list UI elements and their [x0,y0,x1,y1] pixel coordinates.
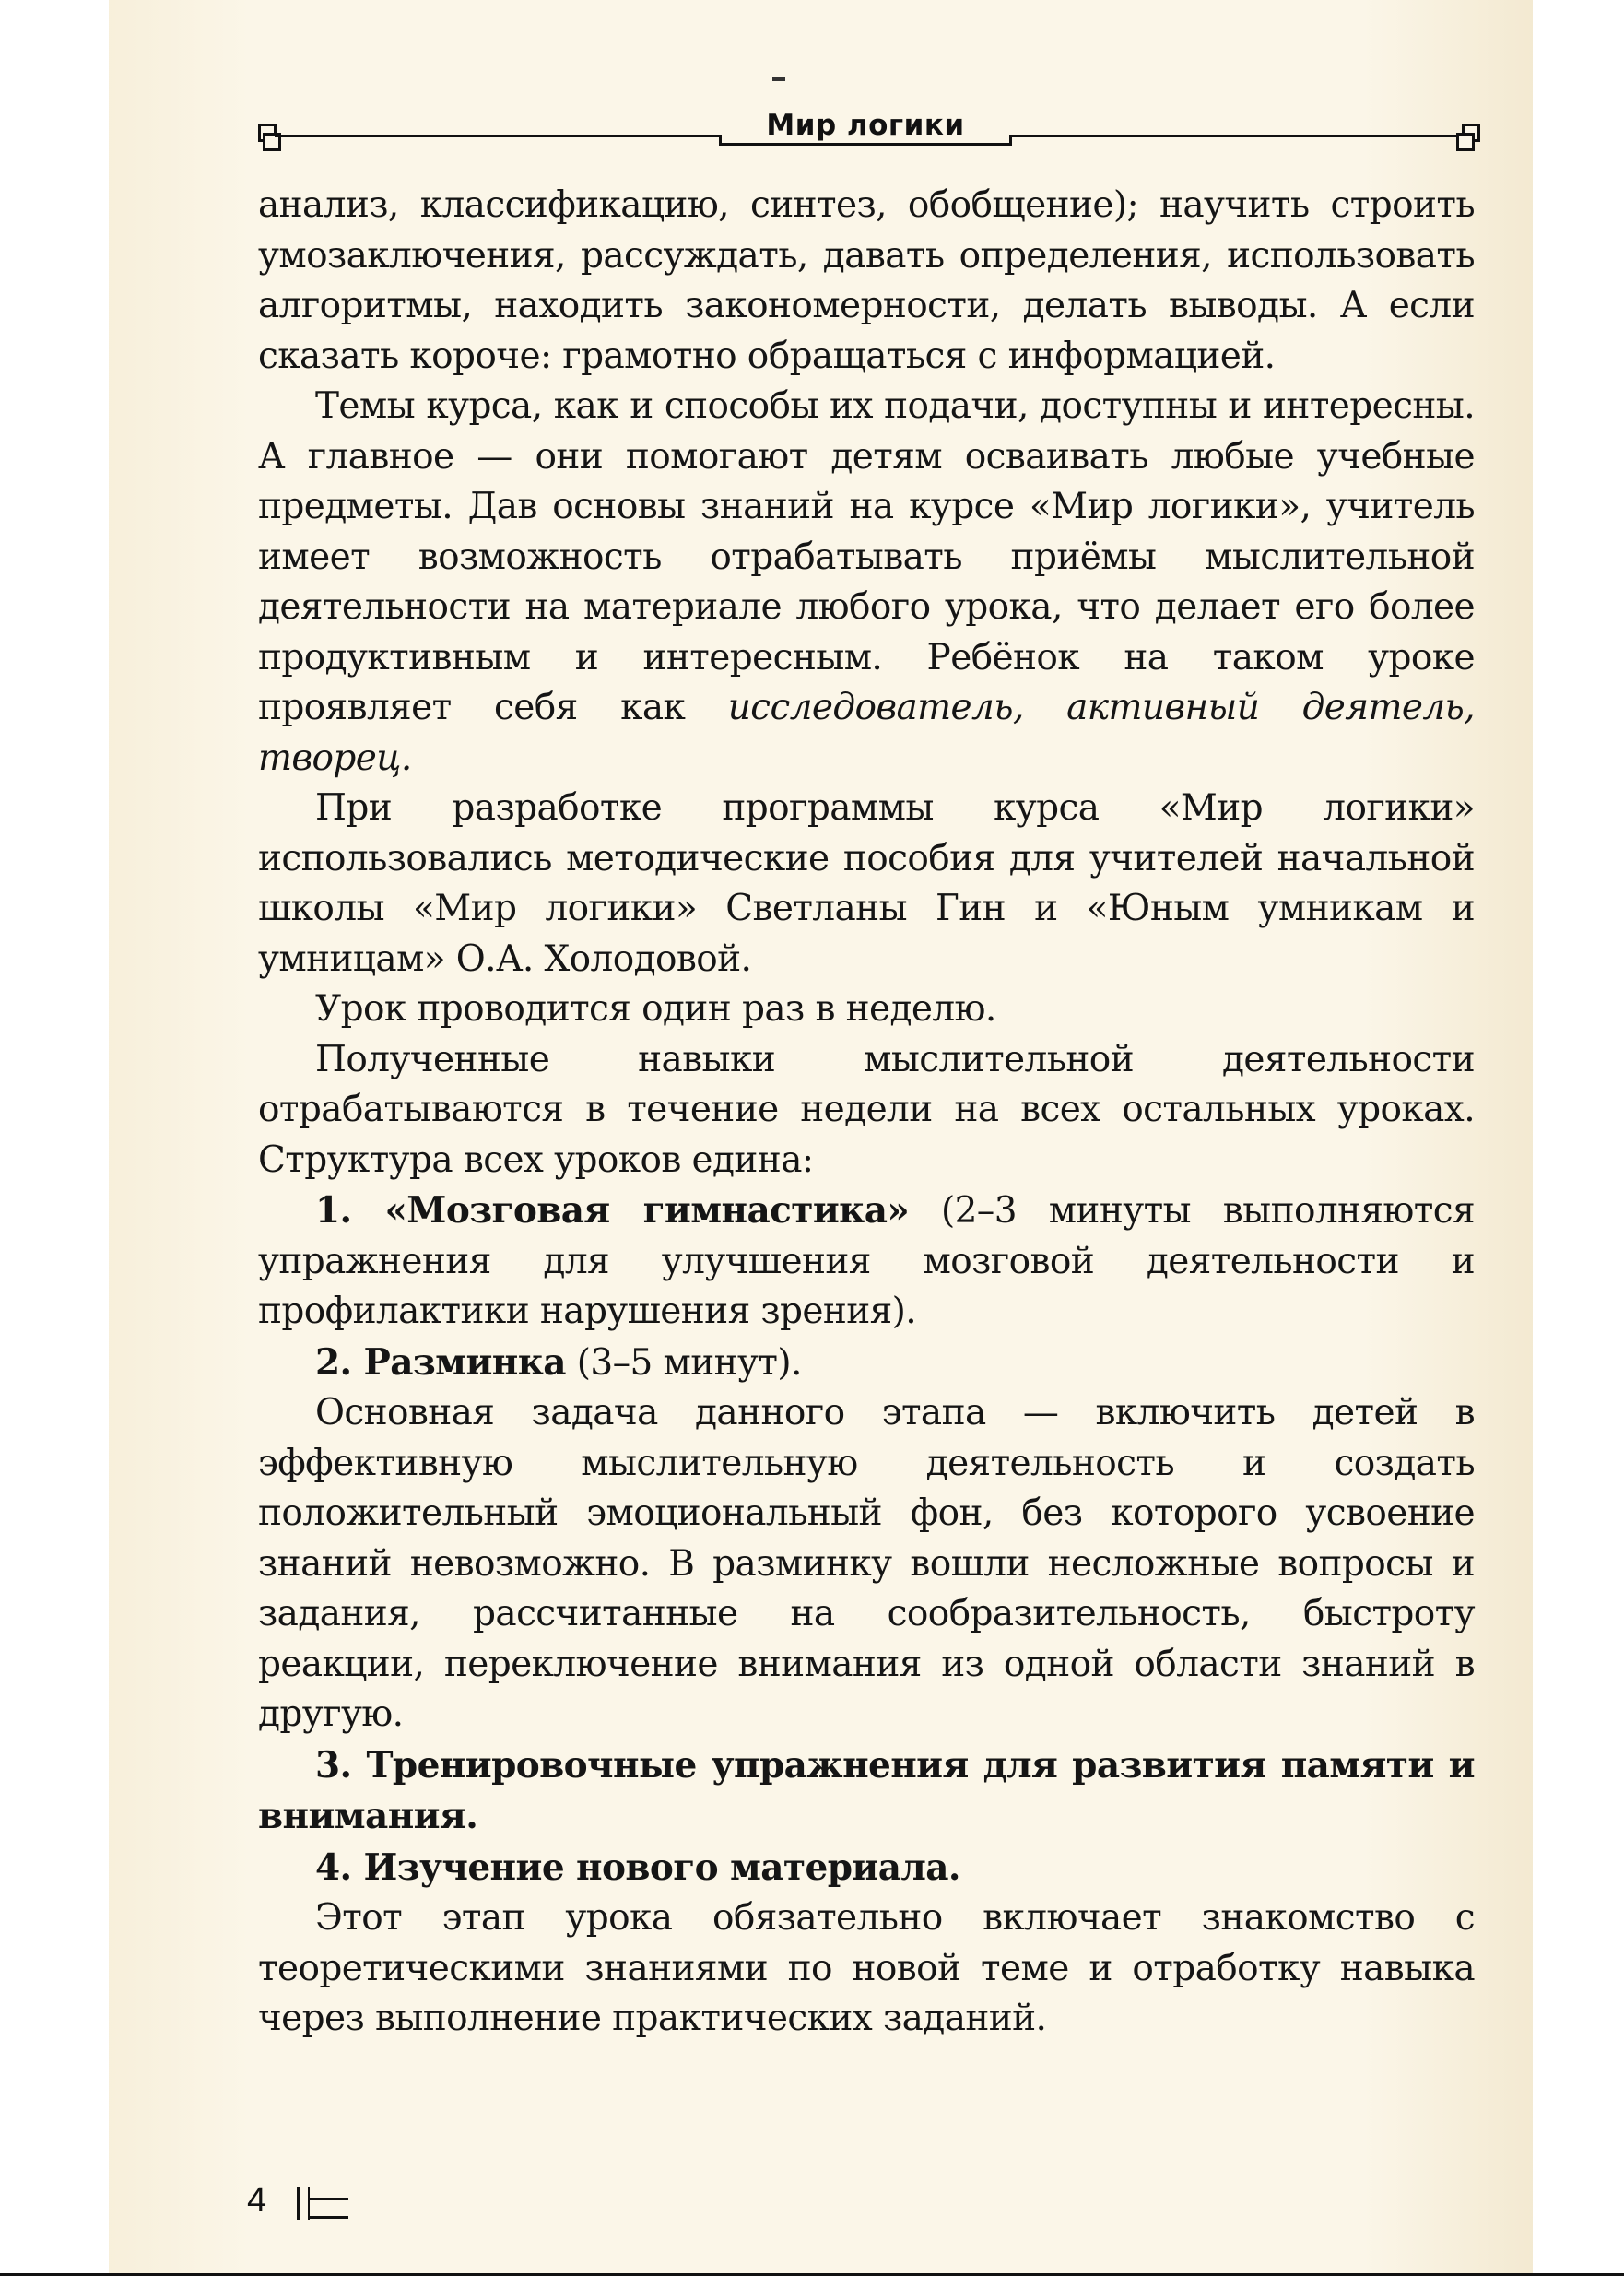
corner-ornament-right-icon [1456,124,1473,144]
paragraph [258,181,1475,382]
page-bottom-edge [0,2273,1624,2288]
lesson-step-4 [258,1843,1475,1894]
lesson-step-2 [258,1338,1475,1389]
step-heading: 2. Разминка [315,1340,566,1384]
paragraph-text: Темы курса, как и способы их подачи, доступны и интересны. А главное — они помогают детям осваивать любые учебные предметы. Дав основы знаний на курсе «Мир логики», учитель имеет возможность отрабатывать приёмы мыслительной деятельности на материале любого урока, что делает его более продуктивным и интересным. Ребёнок на таком уроке проявляет себя как [258,385,1475,728]
header-rule-left [275,135,719,137]
paragraph [258,985,1475,1035]
paragraph [258,1893,1475,2045]
header-rule-right [1012,135,1456,137]
lesson-step-1 [258,1185,1475,1338]
footer-ornament-icon [308,2187,310,2220]
step-heading: 1. «Мозговая гимнастика» [315,1189,910,1232]
corner-ornament-left-icon [258,124,275,144]
step-description: (3–5 минут). [565,1341,802,1384]
paragraph [258,382,1475,784]
paragraph [258,1388,1475,1740]
footer-ornament-icon [297,2187,300,2220]
paragraph-text: При разработке программы курса «Мир логики» использовались методические пособия для учителей начальной школы «Мир логики» Светланы Гин и «Юным умникам и умницам» О.А. Холодовой. [258,787,1475,980]
header-title: Мир логики [766,109,965,142]
step-heading: 4. Изучение нового материала. [315,1846,960,1889]
paragraph-text: Основная задача данного этапа — включить детей в эффективную мыслительную деятельность и создать положительный эмоциональный фон, без которого усвоение знаний невозможно. В разминку вошли несложные вопросы и задания, рассчитанные на сообразительность, быстроту реакции, переключение внимания из одной области знаний в другую. [258,1392,1475,1735]
lesson-step-3 [258,1740,1475,1843]
footer-ornament-icon [310,2216,348,2219]
paragraph-text: Урок проводится один раз в неделю. [315,988,996,1030]
italic-emphasis: исследователь, активный деятель, творец. [258,687,1475,779]
paragraph [258,784,1475,985]
running-header [258,109,1475,155]
paragraph [258,1035,1475,1186]
paragraph-text: Полученные навыки мыслительной деятельности отрабатываются в течение недели на всех остальных уроках. Структура всех уроков едина: [258,1038,1475,1181]
step-description: (2–3 минуты выполняются упражнения для улучшения мозговой деятельности и профилактики нарушения зрения). [258,1190,1475,1332]
page-number: 4 [247,2181,267,2220]
body-text [258,181,1475,2045]
footer-ornament-icon [310,2198,348,2200]
paragraph-text: Этот этап урока обязательно включает знакомство с теоретическими знаниями по новой теме и отработку навыка через выполнение практических заданий. [258,1897,1475,2039]
step-heading: 3. Тренировочные упражнения для развития памяти и внимания. [258,1743,1475,1837]
scan-speck [772,77,785,81]
paragraph-text: анализ, классификацию, синтез, обобщение); научить строить умозаключения, рассуждать, давать определения, использовать алгоритмы, находить закономерности, делать выводы. А если сказать короче: грамотно обращаться с информацией. [258,184,1475,377]
